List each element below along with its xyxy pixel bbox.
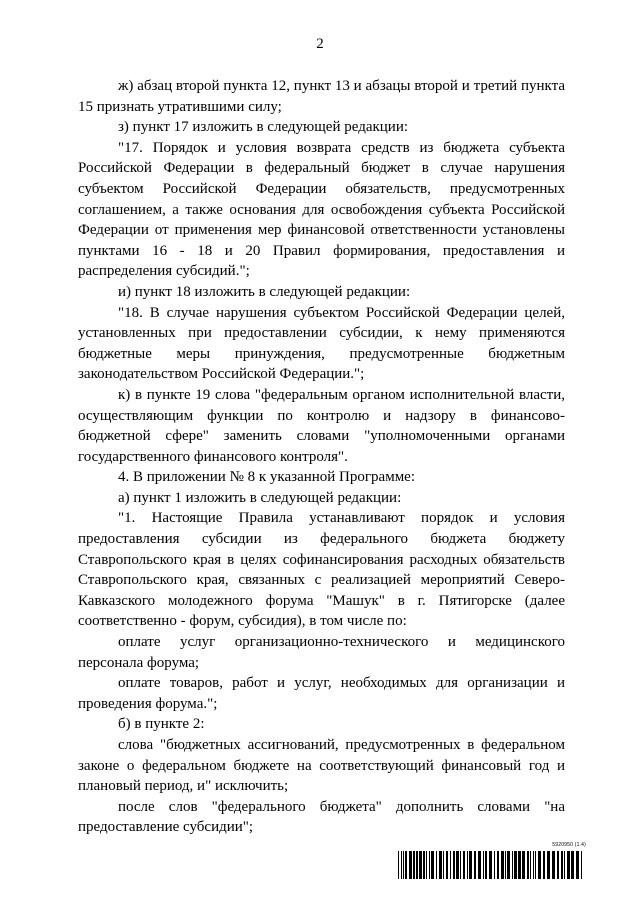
- paragraph-payment-staff: оплате услуг организационно-технического и медицинского персонала форума;: [78, 634, 565, 671]
- paragraph-section-4: 4. В приложении № 8 к указанной Программе:: [118, 469, 416, 486]
- paragraph-k: к) в пункте 19 слова "федеральным органом исполнительной власти, осуществляющим функции по контролю и надзору в финансово-бюджетной сфере" заменить словами "уполномоченными органами государственного финансового контроля".: [78, 386, 565, 465]
- paragraph-zh: ж) абзац второй пункта 12, пункт 13 и абзацы второй и третий пункта 15 признать утратившими силу;: [78, 78, 565, 115]
- paragraph-words-add: после слов "федерального бюджета" дополнить словами "на предоставление субсидии";: [78, 798, 565, 836]
- page-number: 2: [316, 36, 324, 52]
- document-code: 5920950 (1.4): [552, 842, 586, 848]
- paragraph-b: б) в пункте 2:: [118, 716, 205, 733]
- document-body: [78, 76, 565, 838]
- paragraph-z: з) пункт 17 изложить в следующей редакции:: [118, 119, 409, 136]
- paragraph-words-exclude: слова "бюджетных ассигнований, предусмотренных в федеральном законе о федеральном бюджете на соответствующий финансовый год и плановый период, и" исключить;: [78, 737, 565, 795]
- paragraph-i: и) пункт 18 изложить в следующей редакции:: [118, 283, 411, 300]
- paragraph-a: а) пункт 1 изложить в следующей редакции:: [118, 489, 402, 506]
- paragraph-payment-goods: оплате товаров, работ и услуг, необходимых для организации и проведения форума.";: [78, 675, 565, 712]
- paragraph-item-18-text: "18. В случае нарушения субъектом Российской Федерации целей, установленных при предоставлении субсидии, к нему применяются бюджетные меры принуждения, предусмотренные бюджетным законодательством Российской Федерации.";: [78, 304, 565, 383]
- paragraph-item-17-text: "17. Порядок и условия возврата средств из бюджета субъекта Российской Федерации в федеральный бюджет в случае нарушения субъектом Российской Федерации обязательств, предусмотренных соглашением, а также основания для освобождения субъекта Российской Федерации от применения мер финансовой ответственности установлены пунктами 16 - 18 и 20 Правил формирования, предоставления и распределения субсидий.";: [78, 139, 565, 280]
- barcode-image: [398, 851, 584, 879]
- paragraph-item-1-text: "1. Настоящие Правила устанавливают порядок и условия предоставления субсидии из федерального бюджета бюджету Ставропольского края в целях софинансирования расходных обязательств Ставропольского края, связанных с реализацией мероприятий Северо-Кавказского молодежного форума "Машук" в г. Пятигорске (далее соответственно - форум, субсидия), в том числе по:: [78, 510, 565, 630]
